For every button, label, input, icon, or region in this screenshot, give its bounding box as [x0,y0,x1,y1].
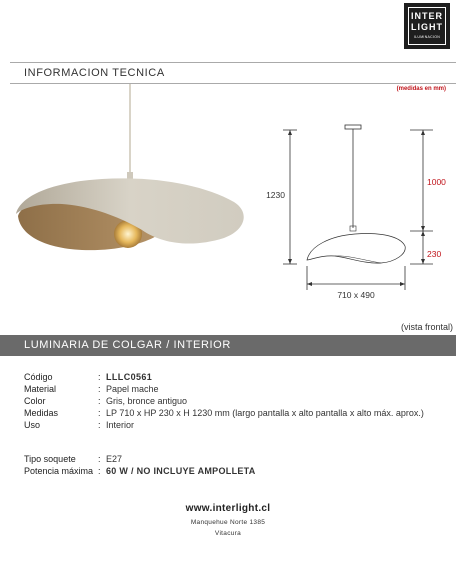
dim-cable-arrow-bottom [421,226,425,231]
spec-row-use [24,419,424,431]
spec-row-color [24,395,424,407]
dim-total-arrow-bottom [288,259,292,264]
dim-cable-label: 1000 [427,177,446,187]
spec-label: Tipo soquete [24,454,76,464]
spec-label: Código [24,372,53,382]
shade-outline [307,234,405,264]
dim-total-arrow-top [288,130,292,135]
spec-row-dimensions [24,407,424,419]
spec-row-power [24,465,424,477]
dim-width-arrow-right [400,282,405,286]
logo-line-2: LIGHT [411,22,443,32]
address: Manquehue Norte 1385 [190,519,266,526]
canopy [345,125,361,129]
spec-label: Medidas [24,408,59,418]
spec-colon: : [98,396,101,406]
specs-table [24,371,424,477]
spec-label: Uso [24,420,41,430]
spec-value: Papel mache [106,384,159,394]
spec-colon: : [98,454,101,464]
footer [0,503,456,537]
dim-shade-arrow-top [421,231,425,236]
section-title: INFORMACION TECNICA [24,67,165,79]
spec-value: Gris, bronce antiguo [106,396,188,406]
brand-logo [404,3,450,49]
view-note: (vista frontal) [400,322,453,332]
spec-gap [24,431,424,453]
spec-label: Potencia máxima [24,466,94,476]
product-photo [12,84,252,264]
city: Vitacura [214,530,242,537]
spec-colon: : [98,408,101,418]
spec-colon: : [98,372,101,382]
logo-line-3: ILUMINACION [413,35,441,39]
spec-value: LP 710 x HP 230 x H 1230 mm (largo pantalla x alto pantalla x alto máx. aprox.) [106,408,424,418]
spec-colon: : [98,384,101,394]
spec-label: Material [24,384,57,394]
website-link[interactable]: www.interlight.cl [185,503,271,514]
dim-shade-arrow-bottom [421,259,425,264]
spec-label: Color [24,396,46,406]
technical-drawing [255,118,455,298]
spec-value: E27 [106,454,123,464]
dim-shade-label: 230 [427,249,442,259]
spec-row-code [24,371,424,383]
spec-value: Interior [106,420,135,430]
dim-width-label: 710 x 490 [337,290,375,298]
category-band [0,335,456,356]
dim-cable-arrow-top [421,130,425,135]
units-note: (medidas en mm) [396,86,446,92]
header-rule-top [10,62,456,63]
dim-total-label: 1230 [266,190,285,200]
spec-colon: : [98,466,101,476]
spec-colon: : [98,420,101,430]
spec-value: LLLC0561 [106,372,153,382]
spec-row-socket [24,453,424,465]
spec-row-material [24,383,424,395]
dim-width-arrow-left [307,282,312,286]
logo-line-1: INTER [411,11,443,21]
category-title: LUMINARIA DE COLGAR / INTERIOR [24,339,231,351]
spec-value: 60 W / NO INCLUYE AMPOLLETA [106,466,256,476]
